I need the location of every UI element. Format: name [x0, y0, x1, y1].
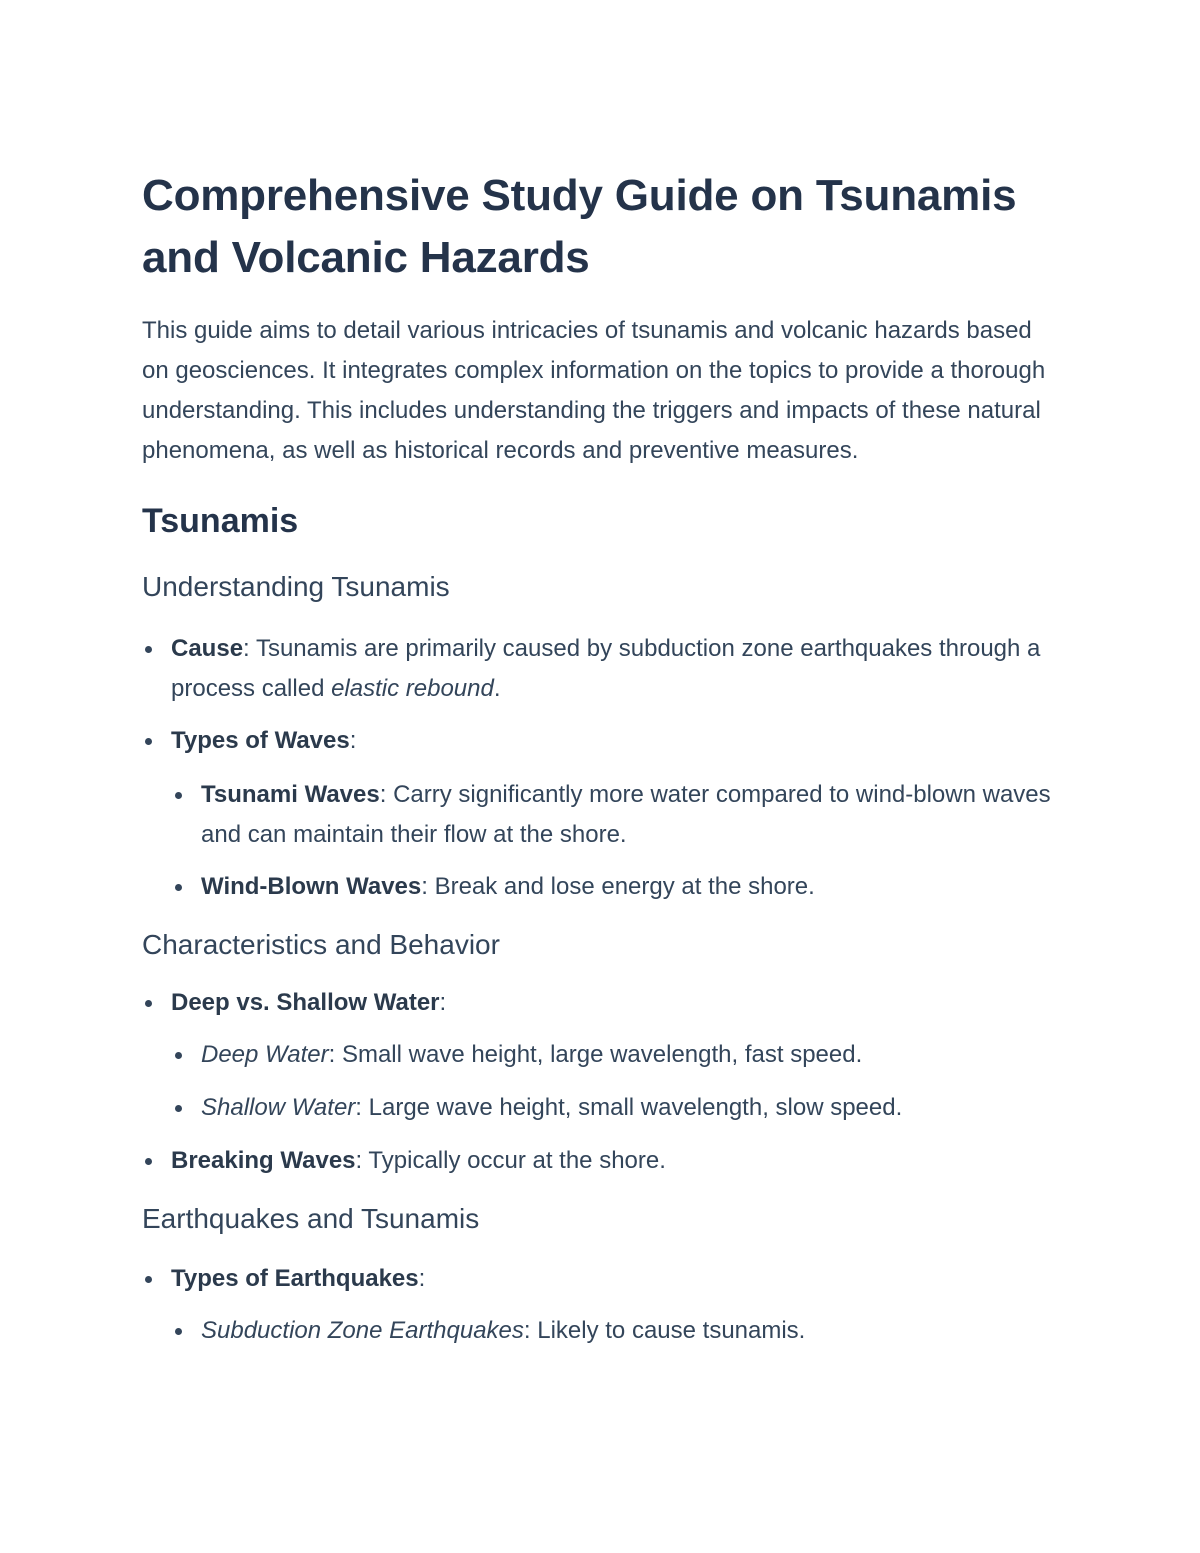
deep-water-text: : Small wave height, large wavelength, fast speed.	[328, 1041, 863, 1068]
list-item-cause	[142, 629, 1057, 709]
list-item-types-of-waves	[142, 721, 1057, 761]
subduction-zone-label: Subduction Zone Earthquakes	[201, 1317, 524, 1344]
bullet-icon	[145, 738, 152, 745]
breaking-waves-label: Breaking Waves	[171, 1147, 356, 1174]
bullet-icon	[145, 1000, 152, 1007]
understanding-list	[142, 629, 1057, 907]
types-of-waves-colon: :	[349, 727, 357, 754]
bullet-icon	[175, 884, 182, 891]
tsunami-waves-text: : Carry significantly more water compared to wind-blown waves and can maintain their flow at the shore.	[201, 781, 1051, 848]
list-item-breaking-waves	[142, 1141, 1057, 1181]
list-item-subduction-zone	[142, 1311, 1057, 1351]
list-item-types-of-earthquakes	[142, 1259, 1057, 1299]
list-item-tsunami-waves	[142, 775, 1057, 855]
deep-vs-shallow-label: Deep vs. Shallow Water	[171, 989, 440, 1016]
bullet-icon	[145, 1276, 152, 1283]
earthquakes-list	[142, 1259, 1057, 1351]
cause-label: Cause	[171, 635, 244, 662]
wind-blown-waves-label: Wind-Blown Waves	[201, 873, 422, 900]
subheading-characteristics: Characteristics and Behavior	[142, 929, 500, 960]
bullet-icon	[175, 1105, 182, 1112]
list-item-shallow-water	[142, 1088, 1057, 1128]
bullet-icon	[145, 1158, 152, 1165]
cause-text: : Tsunamis are primarily caused by subduction zone earthquakes through a process called	[171, 635, 1041, 702]
deep-water-label: Deep Water	[201, 1041, 329, 1068]
deep-vs-shallow-colon: :	[439, 989, 447, 1016]
bullet-icon	[145, 646, 152, 653]
list-item-wind-blown-waves	[142, 867, 1057, 907]
list-item-deep-water	[142, 1035, 1057, 1075]
list-item-deep-vs-shallow	[142, 983, 1057, 1023]
types-of-waves-label: Types of Waves	[171, 727, 350, 754]
bullet-icon	[175, 1328, 182, 1335]
characteristics-list	[142, 983, 1057, 1181]
types-of-earthquakes-colon: :	[418, 1265, 426, 1292]
types-of-earthquakes-label: Types of Earthquakes	[171, 1265, 419, 1292]
shallow-water-label: Shallow Water	[201, 1094, 356, 1121]
bullet-icon	[175, 792, 182, 799]
breaking-waves-text: : Typically occur at the shore.	[355, 1147, 666, 1174]
shallow-water-text: : Large wave height, small wavelength, slow speed.	[355, 1094, 903, 1121]
cause-end: .	[493, 675, 501, 702]
subheading-understanding-tsunamis: Understanding Tsunamis	[142, 571, 450, 602]
section-heading-tsunamis: Tsunamis	[142, 502, 299, 540]
document-page	[142, 165, 1057, 1351]
subduction-zone-text: : Likely to cause tsunamis.	[523, 1317, 806, 1344]
wind-blown-waves-text: : Break and lose energy at the shore.	[421, 873, 815, 900]
cause-emphasis: elastic rebound	[331, 675, 494, 702]
subheading-earthquakes: Earthquakes and Tsunamis	[142, 1203, 480, 1234]
tsunami-waves-label: Tsunami Waves	[201, 781, 380, 808]
document-title: Comprehensive Study Guide on Tsunamis and Volcanic Hazards	[142, 171, 1017, 282]
bullet-icon	[175, 1052, 182, 1059]
intro-paragraph: This guide aims to detail various intricacies of tsunamis and volcanic hazards based on geosciences. It integrates complex information on the topics to provide a thorough understanding. This includes understanding the triggers and impacts of these natural phenomena, as well as historical records and preventive measures.	[142, 317, 1046, 464]
